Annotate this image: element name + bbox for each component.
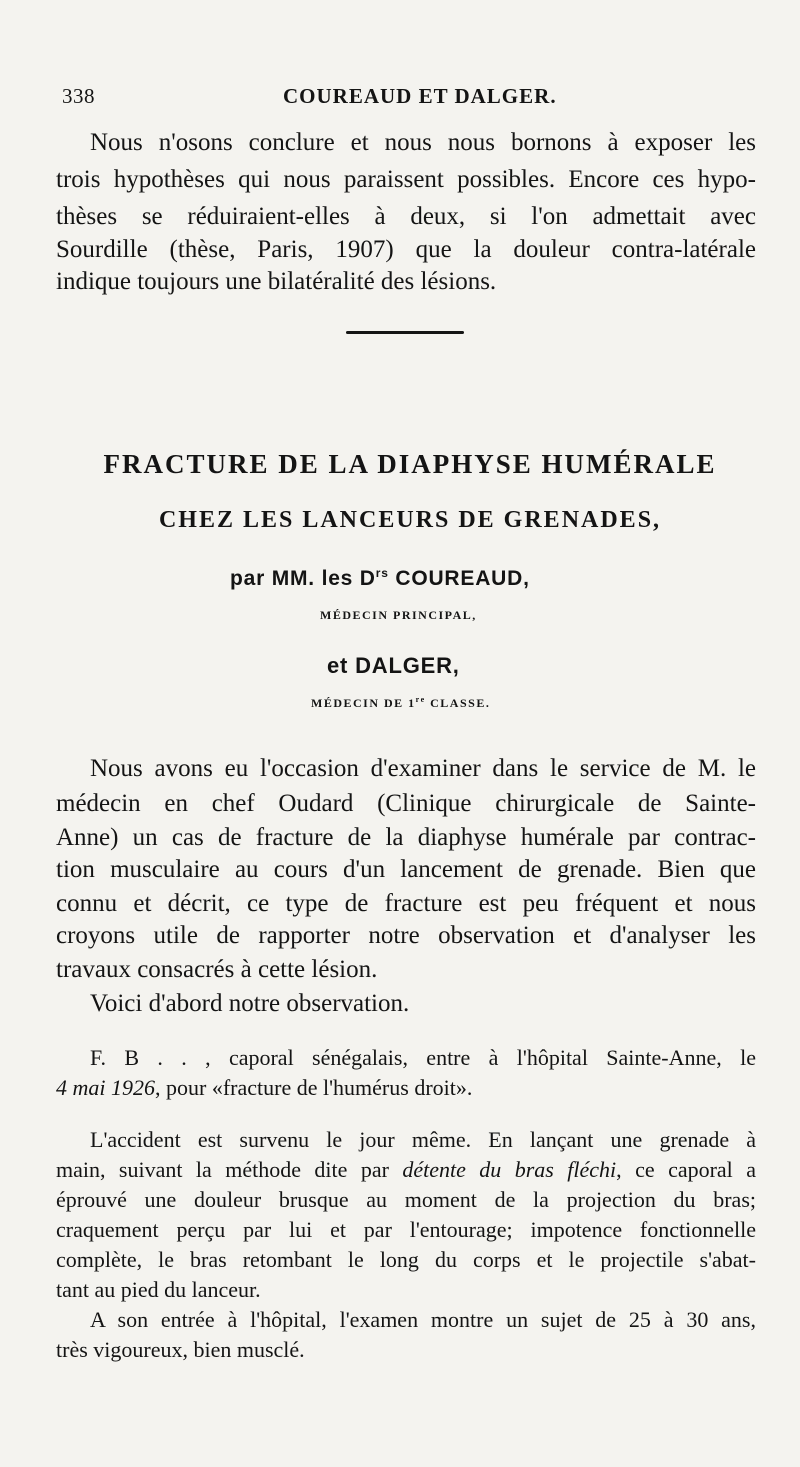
text-line: Anne) un cas de fracture de la diaphyse humérale par contrac- [56, 824, 756, 851]
author-line-2: et DALGER, [327, 653, 460, 678]
author-line-1 [230, 566, 530, 591]
text-span: , ce caporal a [616, 1157, 756, 1182]
text-line: craquement perçu par lui et par l'entourage; impotence fonctionnelle [56, 1217, 756, 1242]
text-span: main, suivant la méthode dite par [56, 1157, 403, 1182]
article-subtitle: CHEZ LES LANCEURS DE GRENADES, [158, 507, 662, 533]
text-line: Voici d'abord notre observation. [90, 990, 410, 1017]
text-line: médecin en chef Oudard (Clinique chirurgicale de Sainte- [56, 790, 756, 817]
admission-date: 4 mai 1926 [56, 1075, 155, 1100]
text-line: complète, le bras retombant le long du corps et le projectile s'abat- [56, 1247, 756, 1272]
text-line: L'accident est survenu le jour même. En lançant une grenade à [90, 1127, 756, 1152]
author2-role-suffix: CLASSE. [425, 696, 491, 710]
author1-name: COUREAUD, [388, 567, 530, 590]
author1-role: MÉDECIN PRINCIPAL, [320, 608, 477, 622]
text-line: Nous n'osons conclure et nous nous bornons à exposer les [90, 129, 756, 156]
text-line: tion musculaire au cours d'un lancement de grenade. Bien que [56, 856, 756, 883]
section-divider [346, 331, 464, 334]
text-line: F. B . . , caporal sénégalais, entre à l'hôpital Sainte-Anne, le [90, 1045, 756, 1070]
author1-sup: rs [375, 566, 389, 580]
author1-prefix: par MM. les D [230, 567, 376, 590]
author2-role [311, 695, 490, 711]
page-number: 338 [62, 84, 95, 108]
text-line: travaux consacrés à cette lésion. [56, 956, 378, 983]
text-line: trois hypothèses qui nous paraissent possibles. Encore ces hypo- [56, 166, 756, 193]
text-line: thèses se réduiraient-elles à deux, si l'on admettait avec [56, 203, 756, 230]
text-line: Sourdille (thèse, Paris, 1907) que la douleur contra-latérale [56, 236, 756, 263]
text-line: A son entrée à l'hôpital, l'examen montre un sujet de 25 à 30 ans, [90, 1307, 756, 1332]
author2-role-prefix: MÉDECIN DE 1 [311, 696, 416, 710]
text-line: tant au pied du lanceur. [56, 1277, 261, 1302]
text-line: très vigoureux, bien musclé. [56, 1337, 305, 1362]
running-head: COUREAUD ET DALGER. [283, 84, 557, 108]
text-line: croyons utile de rapporter notre observation et d'analyser les [56, 922, 756, 949]
article-title: FRACTURE DE LA DIAPHYSE HUMÉRALE [103, 449, 717, 479]
text-line: éprouvé une douleur brusque au moment de la projection du bras; [56, 1187, 756, 1212]
text-line: Nous avons eu l'occasion d'examiner dans le service de M. le [90, 755, 756, 782]
text-line: connu et décrit, ce type de fracture est peu fréquent et nous [56, 890, 756, 917]
text-line: indique toujours une bilatéralité des lésions. [56, 268, 497, 295]
author2-role-sup: re [415, 695, 426, 704]
text-line [56, 1154, 756, 1186]
text-line [56, 1072, 756, 1104]
text-span: , pour «fracture de l'humérus droit». [155, 1075, 473, 1100]
italic-term: détente du bras fléchi [402, 1157, 617, 1182]
